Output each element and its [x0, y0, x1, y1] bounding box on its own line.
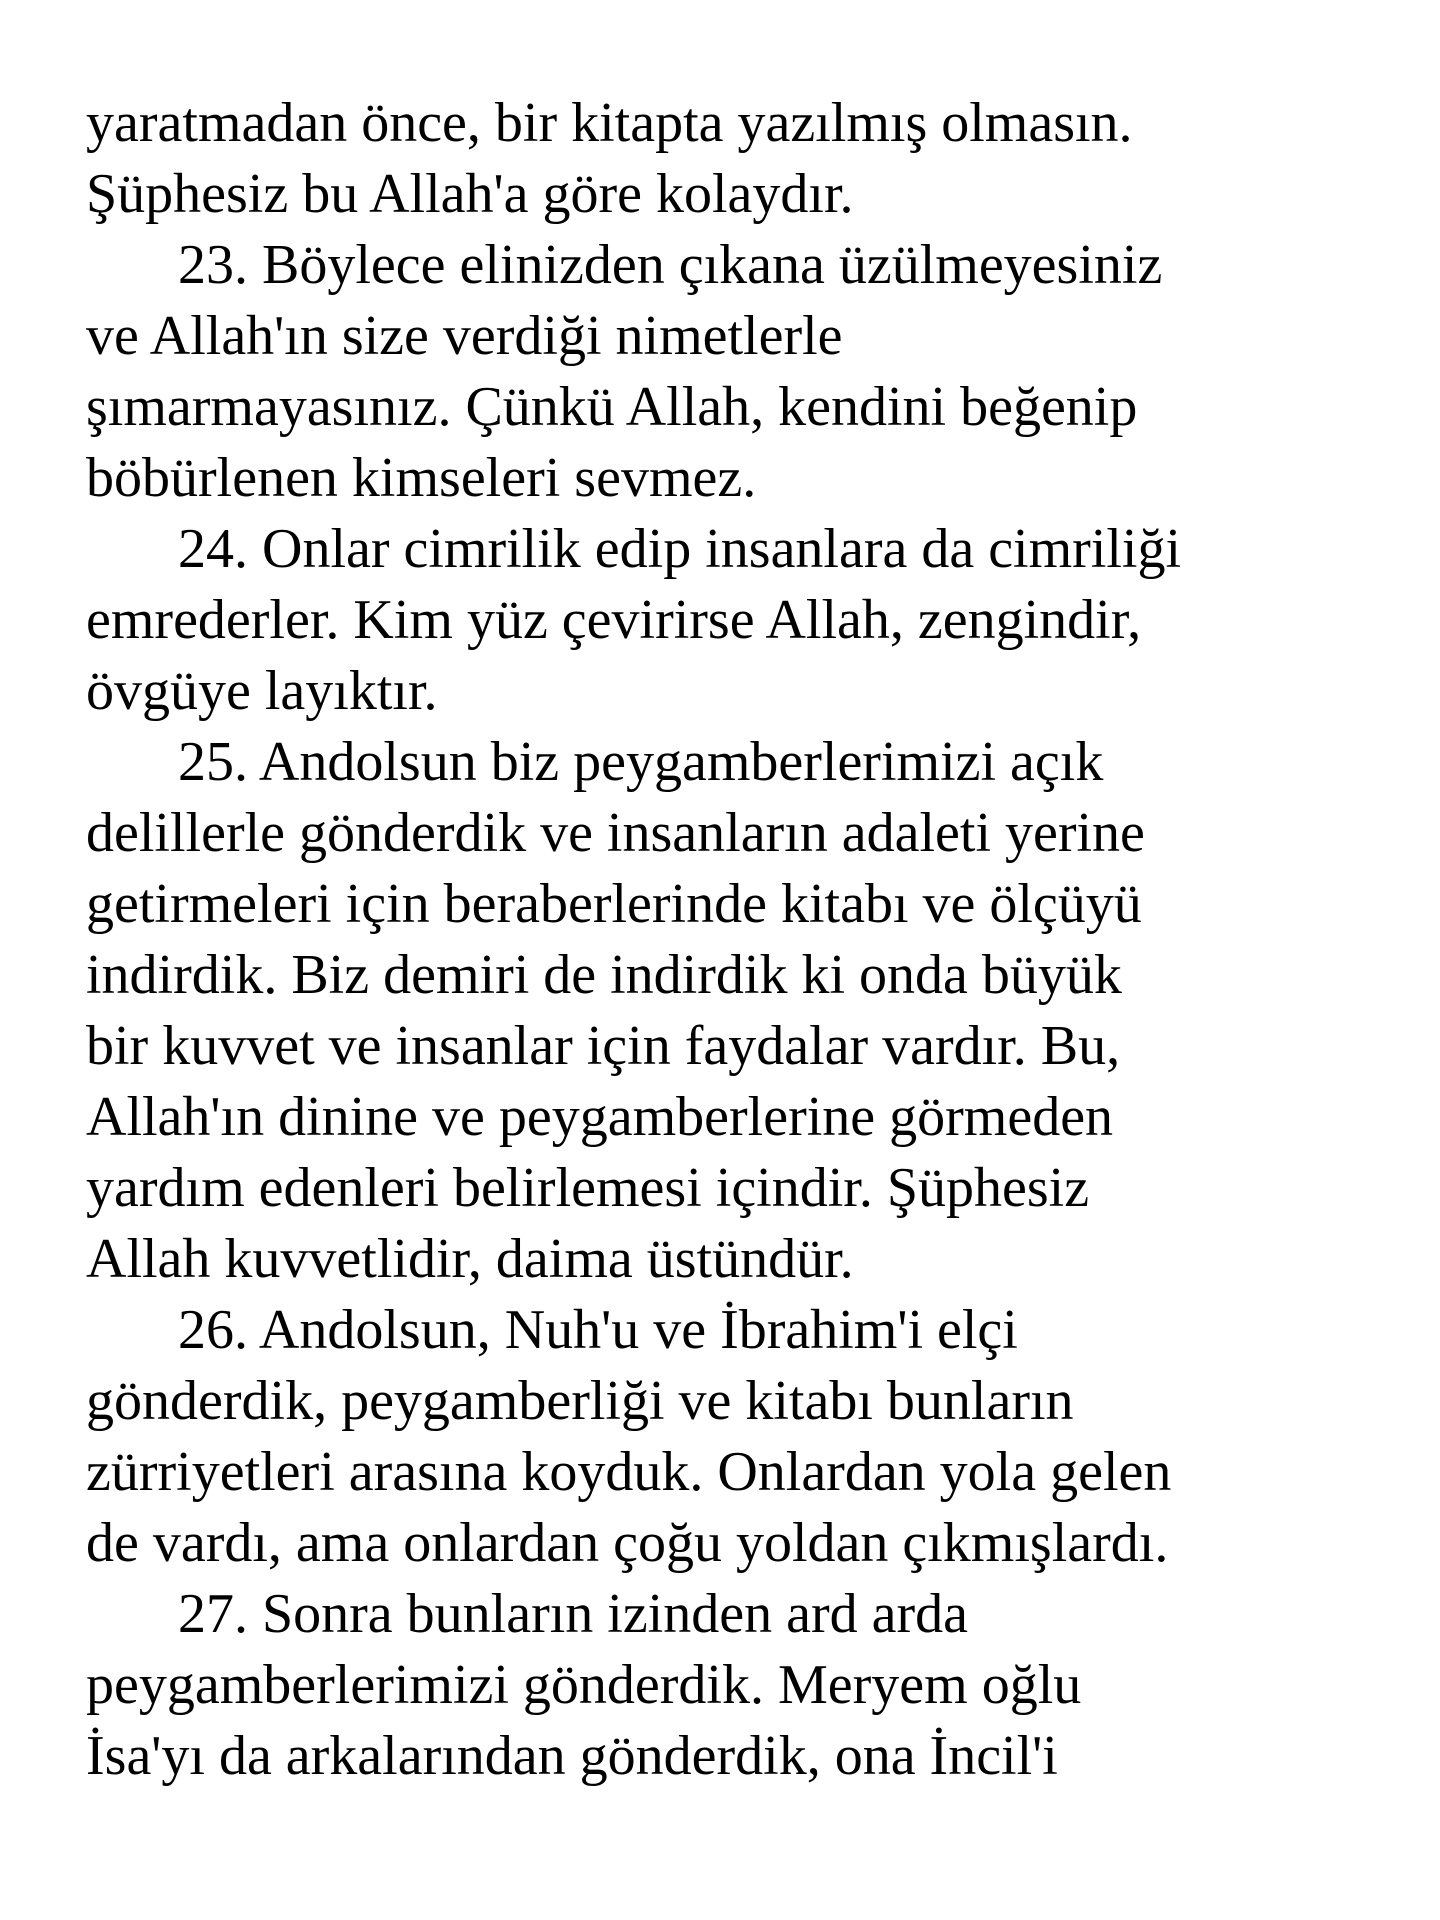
text-line: yardım edenleri belirlemesi içindir. Şüphesiz [86, 1157, 1090, 1219]
text-line: böbürlenen kimseleri sevmez. [86, 447, 757, 509]
verse-25-start: 25. Andolsun biz peygamberlerimizi açık [178, 731, 1104, 793]
text-line: indirdik. Biz demiri de indirdik ki onda büyük [86, 944, 1122, 1006]
text-line: peygamberlerimizi gönderdik. Meryem oğlu [86, 1654, 1082, 1716]
verse-26-start: 26. Andolsun, Nuh'u ve İbrahim'i elçi [178, 1299, 1018, 1361]
text-line: Şüphesiz bu Allah'a göre kolaydır. [86, 163, 854, 225]
text-line: getirmeleri için beraberlerinde kitabı ve ölçüyü [86, 873, 1142, 935]
text-line: şımarmayasınız. Çünkü Allah, kendini beğenip [86, 376, 1138, 438]
text-line: bir kuvvet ve insanlar için faydalar vardır. Bu, [86, 1015, 1121, 1077]
text-line: Allah kuvvetlidir, daima üstündür. [86, 1228, 854, 1290]
document-page [86, 88, 1386, 1792]
text-line: Allah'ın dinine ve peygamberlerine görmeden [86, 1086, 1114, 1148]
text-line: övgüye layıktır. [86, 660, 438, 722]
text-line: emrederler. Kim yüz çevirirse Allah, zengindir, [86, 589, 1142, 651]
text-line: zürriyetleri arasına koyduk. Onlardan yola gelen [86, 1441, 1172, 1503]
text-line: ve Allah'ın size verdiği nimetlerle [86, 305, 843, 367]
verse-27-start: 27. Sonra bunların izinden ard arda [178, 1583, 968, 1645]
verse-23-start: 23. Böylece elinizden çıkana üzülmeyesiniz [178, 234, 1163, 296]
text-line: gönderdik, peygamberliği ve kitabı bunların [86, 1370, 1074, 1432]
verse-24-start: 24. Onlar cimrilik edip insanlara da cimriliği [178, 518, 1182, 580]
text-line: İsa'yı da arkalarından gönderdik, ona İncil'i [86, 1725, 1058, 1787]
text-line: delillerle gönderdik ve insanların adaleti yerine [86, 802, 1145, 864]
text-line: yaratmadan önce, bir kitapta yazılmış olmasın. [86, 92, 1133, 154]
text-line: de vardı, ama onlardan çoğu yoldan çıkmışlardı. [86, 1512, 1169, 1574]
